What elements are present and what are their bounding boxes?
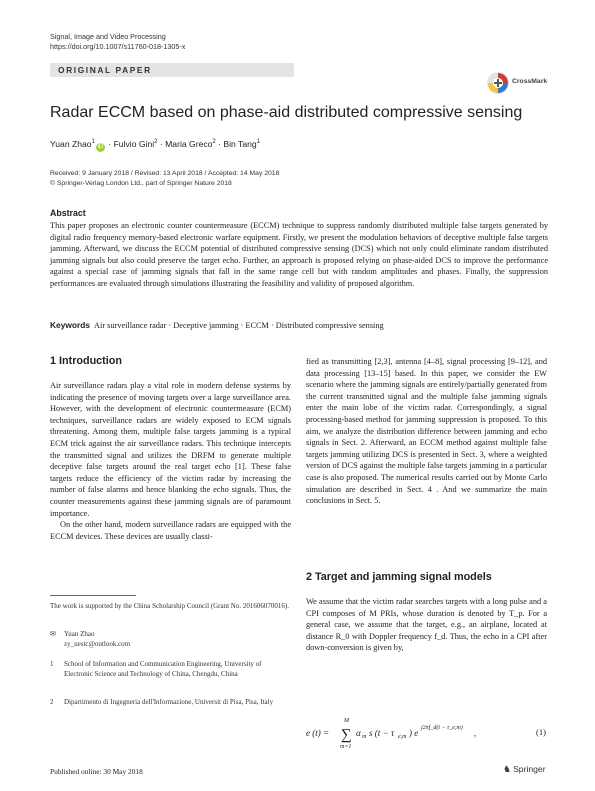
author-affiliation-mark: 1 (256, 139, 261, 146)
abstract-text: This paper proposes an electronic counter countermeasure (ECCM) technique to suppress randomly distributed multiple false targets generated by digital radio frequency memory-based electronic warfare equipment. Firstly, we present the modulation behaviors of deceptive multiple false targets jamming. Afterward, we discuss the ECCM potential of distributed compressive sensing (DCS) which not only could eliminate random distributed jamming signals but also could preserve the target echo. Further, an approach is proposed relying on phase-aided DCS to improve the performance against a special case of jamming signals that fall in the same range cell but with random amplitudes and phases. Finally, the suppression performances are evaluated through simulations illustrating the feasibility and validity of proposed algorithm. (50, 221, 548, 288)
left-column (50, 380, 291, 542)
keywords (50, 320, 384, 330)
published-date: Published online: 30 May 2018 (50, 767, 143, 776)
affiliation-text: School of Information and Communication Engineering, University of Electronic Science and Technology of China, Chengdu, China (64, 660, 262, 678)
keywords-list: Air surveillance radar · Deceptive jamming · ECCM · Distributed compressive sensing (94, 321, 384, 330)
corresponding-author (50, 630, 291, 652)
keywords-label: Keywords (50, 320, 91, 330)
corresponding-name: Yuan Zhao (64, 630, 95, 638)
affiliation-mark: 2 (50, 698, 54, 706)
article-type-band (50, 63, 294, 77)
author-name[interactable]: Bin Tang (223, 139, 257, 149)
crossmark-badge[interactable] (486, 70, 548, 96)
funding-footnote: The work is supported by the China Scholarship Council (Grant No. 201606070016). (50, 602, 289, 610)
author-name[interactable]: Maria Greco (165, 139, 213, 149)
equation-graphic (306, 712, 548, 752)
svg-text:j2πf_d(t − τ_e,m): j2πf_d(t − τ_e,m) (421, 725, 463, 731)
article-type-label: ORIGINAL PAPER (58, 65, 152, 75)
section-2-paragraph-1: We assume that the victim radar searches targets with a long pulse and a CPI composes of M PRIs, whose duration is denoted by T_p. For a general case, we assume that the target, e.g., an airplane, located at distance R_0 with Doppler frequency f_d. Thus, the echo in a CPI after down-conversion is given by, (306, 597, 547, 653)
abstract-heading: Abstract (50, 208, 86, 218)
svg-text:∑: ∑ (341, 727, 352, 743)
svg-text:e,m: e,m (398, 734, 407, 740)
svg-text:M: M (344, 718, 349, 724)
crossmark-label: CrossMark (512, 78, 548, 85)
section-1-heading: 1 Introduction (50, 355, 122, 367)
svg-text:m=1: m=1 (340, 744, 352, 750)
doi-link[interactable]: https://doi.org/10.1007/s11760-018-1305-x (50, 42, 186, 51)
intro-paragraph-1: Air surveillance radars play a vital role in modern defense systems by indicating the presence of moving targets over a large surveillance area. However, with the development of electronic countermeasure (ECM) techniques, surveillance radars are widely exposed to ECM signals threatening. Among them, multiple false targets jamming is a typical ECM trick against the air surveillance radars. This technique intercepts the transmitted signal and utilizes the DRFM to generate multiple deceptive false targets around the real target echo [1]. These false targets reduce the efficiency of the victim radar by increasing the number of false alarms and hence blanking the echo signals. Thus, the counter measurements against these jamming signals are of paramount importance. (50, 381, 291, 518)
author-list: Yuan Zhao$^1$iD · Fulvio Gini$^2$ · Maria Greco$^2$ · Bin Tang$^1$ (50, 139, 261, 150)
paper-title: Radar ECCM based on phase-aid distributed compressive sensing (50, 104, 523, 121)
affiliation-2 (50, 698, 291, 720)
equation-1 (306, 712, 548, 752)
publisher-logo (503, 764, 546, 775)
svg-text:,: , (474, 728, 477, 738)
footnote-rule (50, 595, 136, 596)
orcid-icon[interactable]: iD (97, 144, 104, 150)
corresponding-email[interactable]: zy_uestc@outlook.com (64, 639, 131, 648)
author-name[interactable]: Yuan Zhao (50, 139, 92, 149)
affiliation-1 (50, 660, 291, 690)
journal-name: Signal, Image and Video Processing (50, 32, 166, 41)
publisher-name: Springer (513, 764, 546, 774)
svg-text:m: m (362, 734, 367, 740)
svg-text:s (t − τ: s (t − τ (369, 728, 395, 738)
envelope-icon: ✉ (50, 630, 56, 638)
author-affiliation-mark: 2 (212, 139, 216, 146)
springer-horse-icon: ♞ (503, 764, 512, 774)
affiliation-text: Dipartimento di Ingegneria dell'Informazione, Universit di Pisa, Pisa, Italy (64, 698, 274, 706)
svg-text:) e: ) e (409, 728, 419, 738)
equation-number: (1) (535, 727, 546, 737)
copyright-line: © Springer-Verlag London Ltd., part of Springer Nature 2018 (50, 180, 232, 187)
history-dates: Received: 9 January 2018 / Revised: 13 April 2018 / Accepted: 14 May 2018 (50, 170, 280, 177)
author-affiliation-mark: 1 (91, 139, 95, 146)
svg-text:e (t) =: e (t) = (306, 728, 330, 738)
article-dates (50, 169, 279, 189)
section-2-heading: 2 Target and jamming signal models (306, 571, 492, 583)
affiliation-mark: 1 (50, 660, 54, 668)
intro-paragraph-2: On the other hand, modern surveillance radars are equipped with the ECCM devices. These devices are usually classi- (50, 520, 291, 541)
right-column-intro (306, 356, 547, 507)
author-affiliation-mark: 2 (154, 139, 158, 146)
intro-paragraph-3: fied as transmitting [2,3], antenna [4–8], signal processing [9–12], and data processing [13–15] based. In this paper, we consider the EW scenario where the jamming signals are entirely/partially generated from the current transmitted signal and the multiple false jamming signals enter the main lobe of the victim radar. Correspondingly, a signal processing-based method for jamming suppression is proposed. To this aim, we analyze the distribution difference between jamming and echo signals in Sect. 2. Afterward, an ECCM method against multiple false targets jamming utilizing DCS is presented in Sect. 3, where a weighted version of DCS against the multiple false targets jamming in a particular case is also proposed. The numerical results carried out by Monte Carlo simulation are described in Sect. 4 . And we summarize the main conclusions in Sect. 5. (306, 357, 547, 506)
svg-text:α: α (356, 728, 361, 738)
author-name[interactable]: Fulvio Gini (113, 139, 155, 149)
right-column-section-2 (306, 596, 547, 654)
